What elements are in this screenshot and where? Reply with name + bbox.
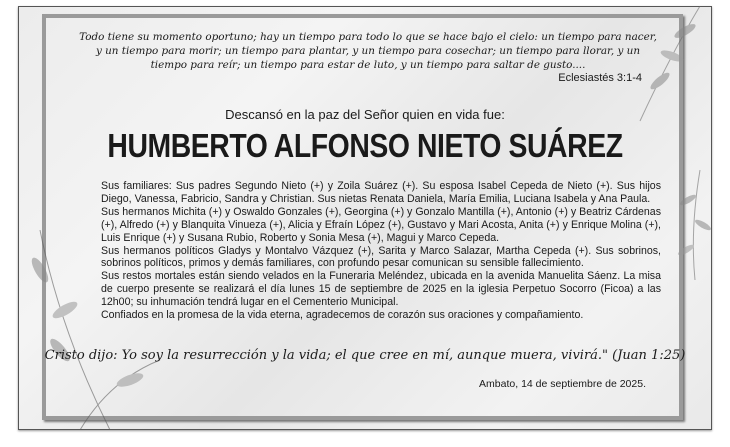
scripture-verse: Todo tiene su momento oportuno; hay un tiempo para todo lo que se hace bajo el cielo: un tiempo para nacer, y un tiempo para morir; un tiempo para plantar, y un tiempo para cosechar; un tiempo para llorar, y un tiempo para reír; un tiempo para estar de luto, y un tiempo para saltar de gusto.... bbox=[79, 31, 657, 71]
paragraph-family: Sus familiares: Sus padres Segundo Nieto (+) y Zoila Suárez (+). Su esposa Isabel Cepeda de Nieto (+). Sus hijos Diego, Vanessa, Fabricio, Sandra y Christian. Sus nietas Renata Daniela, María Emilia, Luciana Isabela y Ana Paula. bbox=[101, 180, 661, 205]
paragraph-siblings: Sus hermanos Michita (+) y Oswaldo Gonzales (+), Georgina (+) y Gonzalo Mantilla (+), Antonio (+) y Beatriz Cárdenas (+), Alfredo (+) y Blanquita Vinueza (+), Alicia y Efraín López (+), Gustavo y Mari Acosta, Anita (+) y Enrique Molina (+), Luis Enrique (+) y Susana Rubio, Roberto y Sonia Mesa (+), Magui y Marco Cepeda. bbox=[101, 205, 661, 244]
intro-line: Descansó en la paz del Señor quien en vida fue: bbox=[225, 107, 505, 122]
leaf-branch-right-icon bbox=[670, 170, 715, 280]
paragraph-in-laws: Sus hermanos políticos Gladys y Montalvo Vázquez (+), Sarita y Marco Salazar, Martha Cepeda (+). Sus sobrinos, sobrinos políticos, primos y demás familiares, con profundo pesar comunican su sensible fallecimiento. bbox=[101, 244, 661, 270]
place-date: Ambato, 14 de septiembre de 2025. bbox=[479, 378, 646, 390]
deceased-name: HUMBERTO ALFONSO NIETO SUÁREZ bbox=[107, 127, 623, 164]
closing-quote: Cristo dijo: Yo soy la resurrección y la vida; el que cree en mí, aunque muera, vivirá." (Juan 1:25) bbox=[44, 348, 686, 363]
paragraph-thanks: Confiados en la promesa de la vida eterna, agradecemos de corazón sus oraciones y compañamiento. bbox=[101, 309, 584, 322]
paragraph-services: Sus restos mortales están siendo velados en la Funeraria Meléndez, ubicada en la avenida Manuelita Sáenz. La misa de cuerpo presente se realizará el día lunes 15 de septiembre de 2025 en la iglesia Perpetuo Socorro (Ficoa) a las 12h00; su inhumación tendrá lugar en el Cementerio Municipal. bbox=[101, 270, 661, 309]
obituary-body bbox=[101, 180, 661, 322]
scripture-reference: Eclesiastés 3:1-4 bbox=[558, 72, 642, 84]
